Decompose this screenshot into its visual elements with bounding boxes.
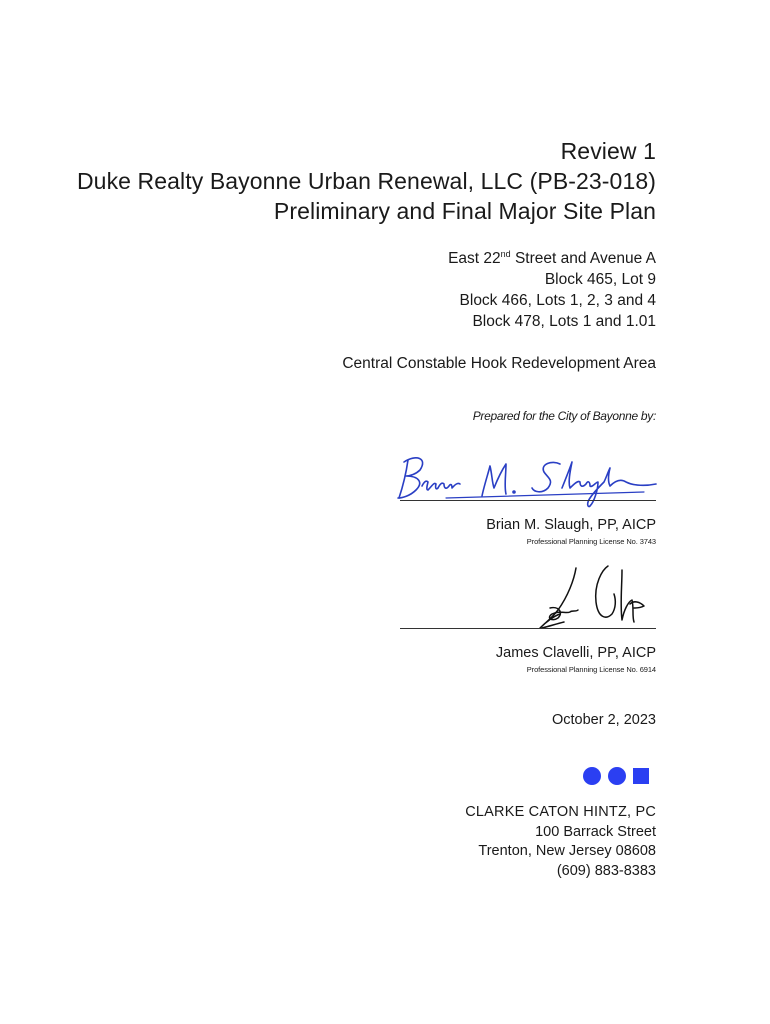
firm-logo [582,765,658,787]
report-date: October 2, 2023 [552,712,656,728]
logo-square [633,768,649,784]
block-lot-3: Block 478, Lots 1 and 1.01 [472,313,656,330]
license-number-1: Professional Planning License No. 3743 [526,537,656,546]
block-lot-2: Block 466, Lots 1, 2, 3 and 4 [459,292,656,309]
project-title: Duke Realty Bayonne Urban Renewal, LLC (PB-23-018) [76,168,656,194]
signature-line-1 [400,500,656,501]
signatory-name-2: James Clavelli, PP, AICP [495,645,656,661]
title-block [77,136,656,226]
firm-phone: (609) 883-8383 [556,862,656,879]
firm-block [465,803,656,881]
street-suffix: Street and Avenue A [510,250,656,267]
street-prefix: East 22 [448,250,501,267]
logo-circle-1 [583,767,601,785]
logo-circle-2 [608,767,626,785]
redevelopment-area: Central Constable Hook Redevelopment Area [342,355,656,372]
signatory-name-1: Brian M. Slaugh, PP, AICP [486,517,656,533]
prepared-for: Prepared for the City of Bayonne by: [472,409,656,423]
review-title: Review 1 [560,138,656,164]
street-ordinal: nd [500,249,511,259]
address-block [448,248,656,332]
block-lot-1: Block 465, Lot 9 [544,271,656,288]
street-address [448,248,656,269]
license-number-2: Professional Planning License No. 6914 [526,665,656,674]
plan-title: Preliminary and Final Major Site Plan [273,198,656,224]
signature-james-clavelli [530,560,656,632]
signature-line-2 [400,628,656,629]
firm-name: CLARKE CATON HINTZ, PC [465,804,656,820]
firm-city: Trenton, New Jersey 08608 [478,843,656,859]
signature-brian-slaugh [394,452,664,510]
firm-street: 100 Barrack Street [535,823,656,840]
